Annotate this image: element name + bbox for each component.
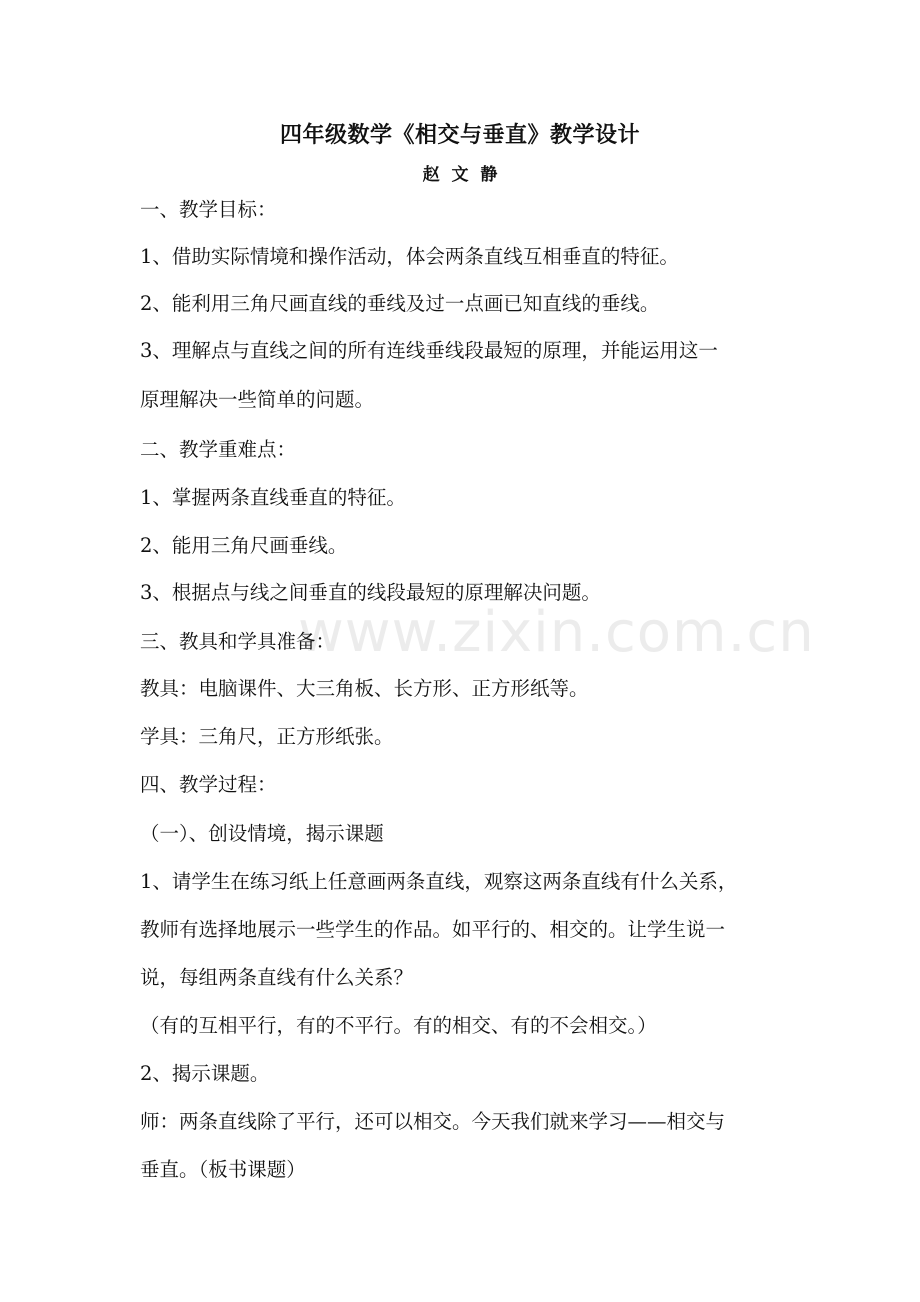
paragraph-line: 教师有选择地展示一些学生的作品。如平行的、相交的。让学生说一 <box>140 918 726 941</box>
paragraph-line: 3、根据点与线之间垂直的线段最短的原理解决问题。 <box>140 581 601 604</box>
paragraph-line: （有的互相平行，有的不平行。有的相交、有的不会相交。） <box>140 1014 657 1037</box>
paragraph-line: 原理解决一些简单的问题。 <box>140 388 375 411</box>
paragraph-line: 2、能利用三角尺画直线的垂线及过一点画已知直线的垂线。 <box>140 292 660 315</box>
paragraph-line: 2、揭示课题。 <box>140 1062 270 1085</box>
paragraph-line: 教具：电脑课件、大三角板、长方形、正方形纸等。 <box>140 677 589 700</box>
section-heading-process: 四、教学过程： <box>140 773 277 796</box>
section-heading-key-points: 二、教学重难点： <box>140 438 297 461</box>
paragraph-line: 说，每组两条直线有什么关系？ <box>140 966 414 989</box>
paragraph-line: 师：两条直线除了平行，还可以相交。今天我们就来学习——相交与 <box>140 1110 726 1133</box>
document-title: 四年级数学《相交与垂直》教学设计 <box>279 123 640 148</box>
document-author: 赵 文 静 <box>422 165 498 185</box>
paragraph-line: 3、理解点与直线之间的所有连线垂线段最短的原理，并能运用这一 <box>140 339 718 362</box>
paragraph-line: 垂直。（板书课题） <box>140 1158 306 1181</box>
paragraph-line: 2、能用三角尺画垂线。 <box>140 534 348 557</box>
subsection-heading: （一）、创设情境，揭示课题 <box>140 822 384 845</box>
paragraph-line: 学具：三角尺，正方形纸张。 <box>140 725 394 748</box>
paragraph-line: 1、请学生在练习纸上任意画两条直线，观察这两条直线有什么关系， <box>140 870 738 893</box>
section-heading-materials: 三、教具和学具准备： <box>140 630 336 653</box>
paragraph-line: 1、掌握两条直线垂直的特征。 <box>140 486 406 509</box>
section-heading-objectives: 一、教学目标： <box>140 198 277 221</box>
watermark: www.zixin.com.cn <box>298 600 815 665</box>
paragraph-line: 1、借助实际情境和操作活动，体会两条直线互相垂直的特征。 <box>140 245 679 268</box>
